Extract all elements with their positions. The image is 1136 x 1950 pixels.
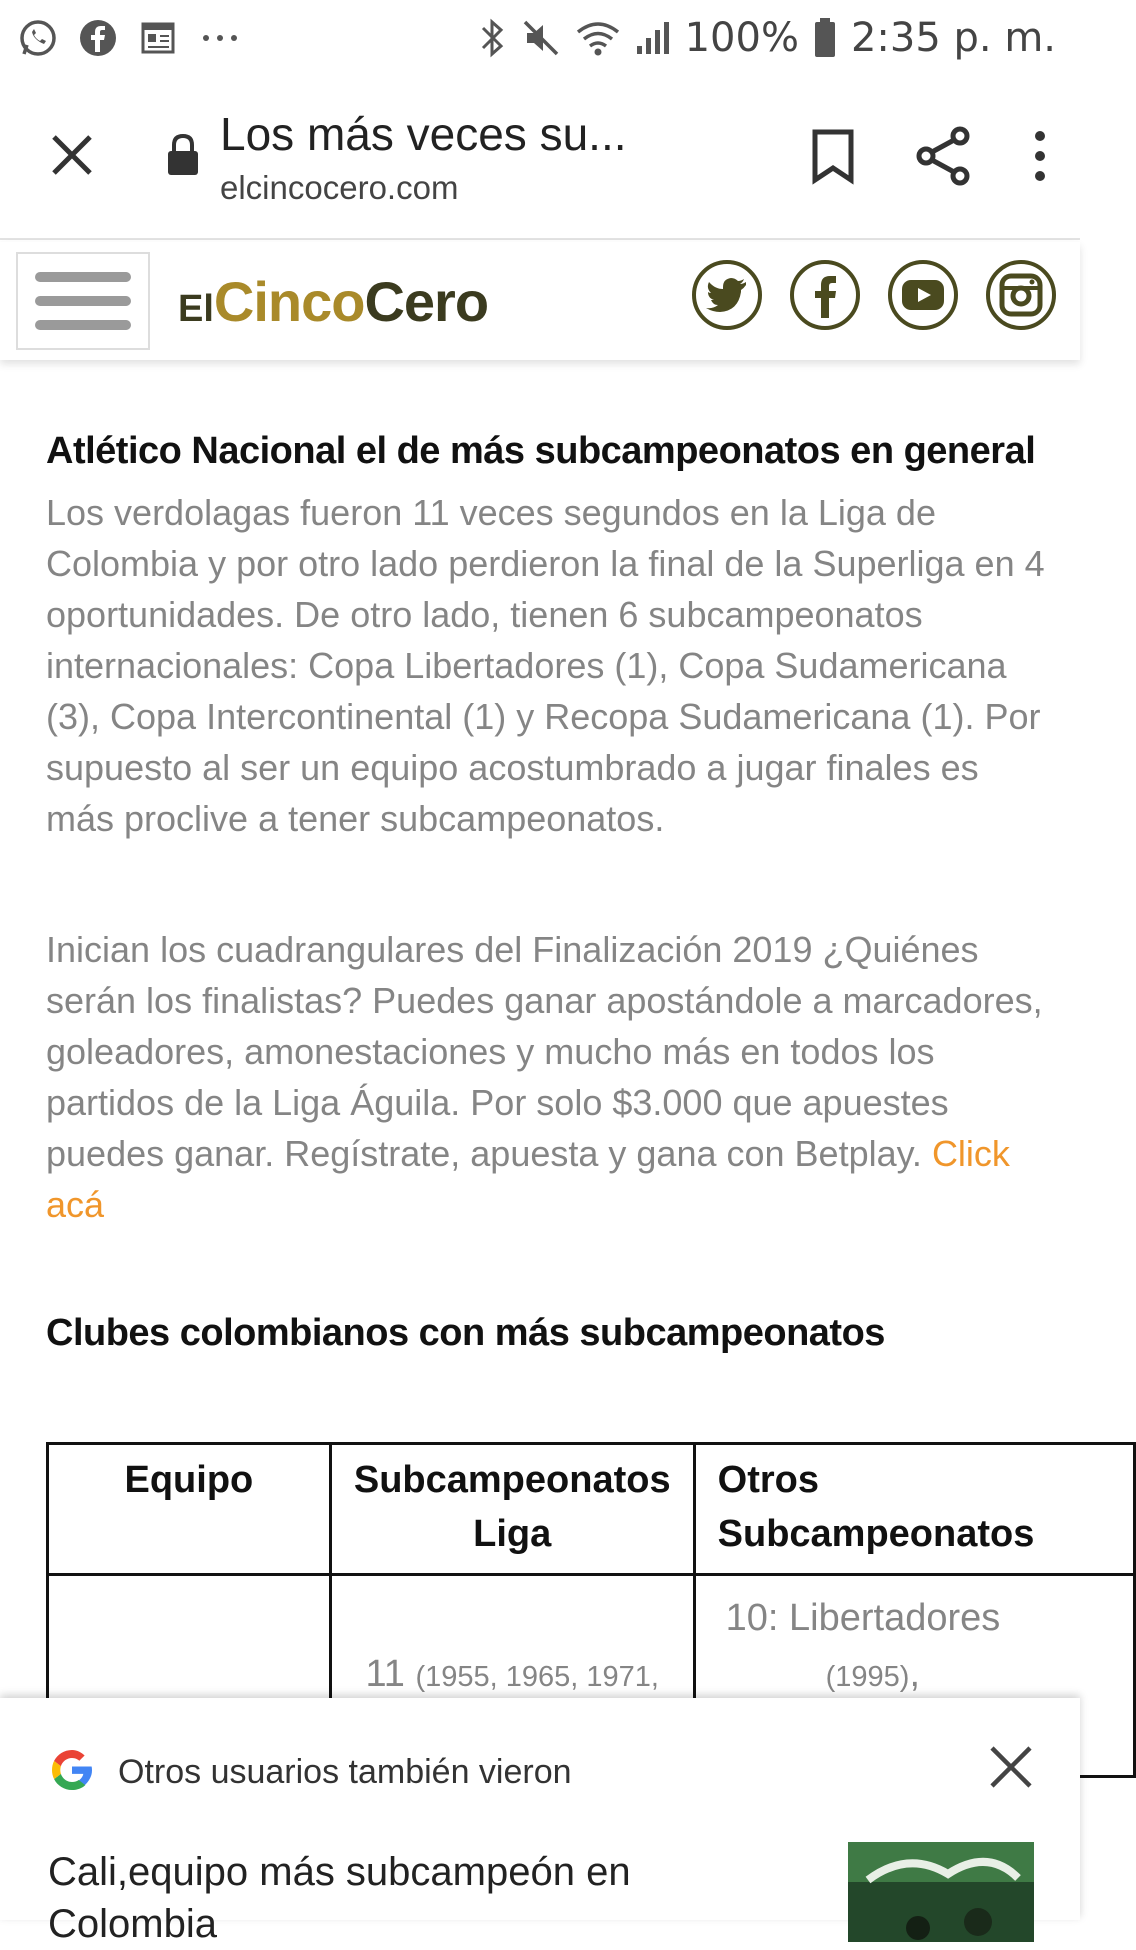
more-notifications-icon — [198, 28, 242, 48]
news-icon — [138, 18, 178, 58]
section-heading: Atlético Nacional el de más subcampeonatos en general — [46, 430, 1036, 472]
bookmark-icon — [810, 128, 856, 184]
related-article-link[interactable]: Cali,equipo más subcampeón en Colombia — [48, 1850, 631, 1946]
wifi-icon — [575, 18, 621, 58]
site-header — [0, 242, 1080, 360]
twitter-link[interactable] — [692, 260, 762, 330]
lock-icon — [166, 133, 206, 182]
otros-main: 10: Libertadores — [725, 1597, 1001, 1639]
table-heading: Clubes colombianos con más subcampeonatos — [46, 1312, 885, 1354]
menu-icon-line — [35, 320, 131, 330]
header-equipo: Equipo — [48, 1444, 331, 1575]
close-tab-button[interactable] — [36, 121, 108, 193]
liga-years: (1955, 1965, 1971, — [415, 1661, 659, 1693]
related-article-thumbnail[interactable] — [848, 1842, 1034, 1942]
menu-icon-line — [35, 296, 131, 306]
menu-icon-line — [35, 272, 131, 282]
google-g-icon — [48, 1746, 96, 1799]
social-links — [692, 260, 1056, 330]
instagram-icon — [999, 273, 1043, 317]
battery-icon — [813, 17, 837, 59]
overflow-menu-button[interactable] — [1030, 128, 1050, 189]
share-icon — [914, 126, 972, 186]
logo-el: El — [178, 287, 214, 330]
close-icon — [50, 133, 94, 182]
related-content-sheet — [0, 1698, 1080, 1946]
battery-percentage: 100% — [684, 15, 799, 61]
sheet-title: Otros usuarios también vieron — [118, 1753, 572, 1791]
facebook-icon — [810, 272, 840, 318]
toolbar-actions — [810, 76, 1050, 240]
custom-tab-toolbar — [0, 76, 1080, 240]
logo-cinco: Cinco — [213, 269, 365, 333]
facebook-link[interactable] — [790, 260, 860, 330]
page-info[interactable] — [220, 107, 650, 207]
mute-icon — [521, 18, 561, 58]
twitter-icon — [706, 277, 748, 313]
share-button[interactable] — [914, 126, 972, 191]
system-icons — [477, 15, 1056, 61]
whatsapp-icon — [18, 18, 58, 58]
clock: 2:35 p. m. — [850, 15, 1056, 61]
youtube-link[interactable] — [888, 260, 958, 330]
page-title: Los más veces su... — [220, 108, 627, 160]
hamburger-menu-button[interactable] — [16, 252, 150, 350]
notification-icons — [18, 18, 242, 58]
close-icon — [988, 1744, 1034, 1790]
youtube-icon — [901, 278, 945, 312]
status-bar — [0, 0, 1080, 76]
site-logo[interactable] — [178, 269, 488, 334]
bookmark-button[interactable] — [810, 128, 856, 189]
logo-cero: Cero — [364, 269, 489, 333]
instagram-link[interactable] — [986, 260, 1056, 330]
header-subcampeonatos-liga: Subcampeonatos Liga — [330, 1444, 694, 1575]
header-otros-subcampeonatos: Otros Subcampeonatos — [694, 1444, 1134, 1575]
table-header-row — [48, 1444, 1135, 1575]
page-url: elcincocero.com — [220, 169, 459, 206]
article-body — [46, 430, 1046, 1355]
article-paragraph: Los verdolagas fueron 11 veces segundos en la Liga de Colombia y por otro lado perdieron la final de la Superliga en 4 oportunidades. De otro lado, tienen 6 subcampeonatos internacionales: Copa Libertadores (1), Copa Sudamericana (3), Copa Intercontinental (1) y Recopa Sudamericana (1). Por supuesto al ser un equipo acostumbrado a jugar finales es más proclive a tener subcampeonatos. — [46, 492, 1045, 839]
facebook-icon — [78, 18, 118, 58]
more-vertical-icon — [1030, 128, 1050, 184]
bluetooth-icon — [477, 16, 507, 60]
promo-text: Inician los cuadrangulares del Finalización 2019 ¿Quiénes serán los finalistas? Puedes ganar apostándole a marcadores, goleadores, amonestaciones y mucho más en todos los partidos de la Liga Águila. Por solo $3.000 que apuestes puedes ganar. Regístrate, apuesta y gana con Betplay. — [46, 929, 1043, 1174]
otros-years: (1995) — [825, 1661, 910, 1693]
liga-count: 11 — [365, 1653, 405, 1695]
close-sheet-button[interactable] — [988, 1744, 1034, 1795]
clubs-table — [46, 1442, 1064, 1702]
promo-paragraph — [46, 924, 1046, 1230]
otros-years-line: (1995), — [825, 1653, 921, 1695]
signal-icon — [635, 18, 671, 58]
sheet-header — [48, 1746, 572, 1799]
click-here-link[interactable]: Click acá — [46, 1133, 1010, 1225]
